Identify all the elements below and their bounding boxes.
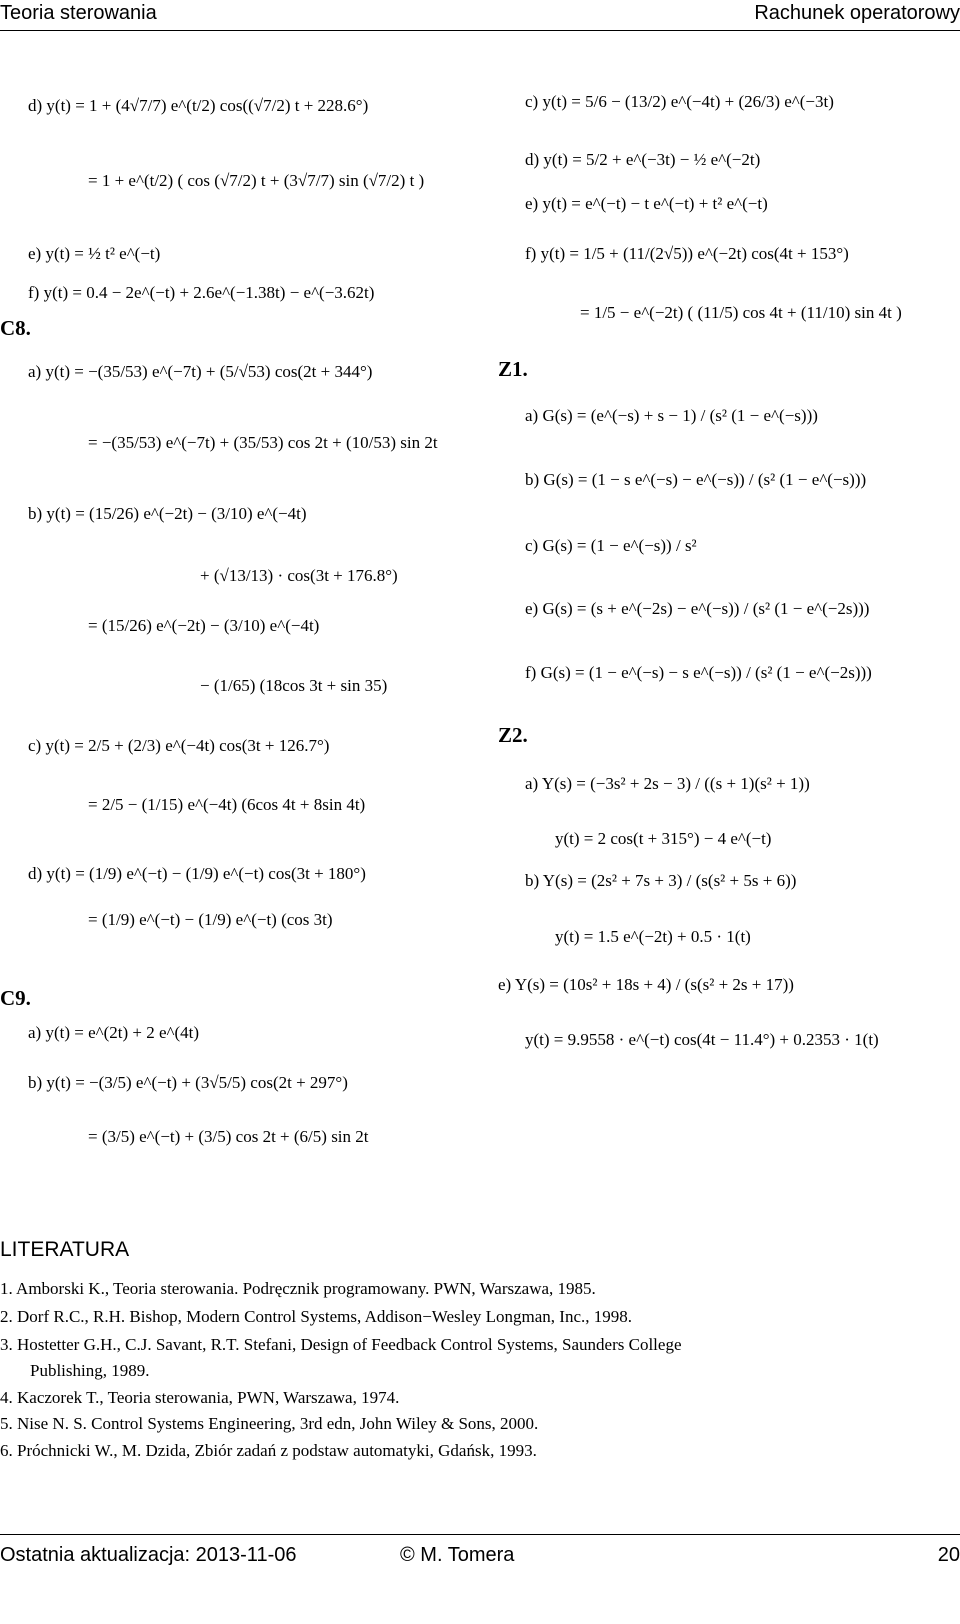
header-rule (0, 30, 960, 31)
equation-line: = 1 + e^(t/2) ( cos (√7/2) t + (3√7/7) sin (√7/2) t ) (88, 171, 425, 190)
equation-line: = (3/5) e^(−t) + (3/5) cos 2t + (6/5) sin 2t (88, 1127, 369, 1146)
equation-line: b) y(t) = (15/26) e^(−2t) − (3/10) e^(−4t) (28, 504, 307, 523)
reference-item: 3. Hostetter G.H., C.J. Savant, R.T. Stefani, Design of Feedback Control Systems, Saunders College (0, 1335, 682, 1354)
reference-item: 4. Kaczorek T., Teoria sterowania, PWN, Warszawa, 1974. (0, 1388, 400, 1407)
equation-line: a) y(t) = −(35/53) e^(−7t) + (5/√53) cos(2t + 344°) (28, 362, 373, 381)
equation-line: y(t) = 1.5 e^(−2t) + 0.5 · 1(t) (555, 927, 751, 946)
footer-right: 20 (937, 1544, 960, 1566)
equation-line: c) G(s) = (1 − e^(−s)) / s² (525, 536, 697, 555)
equation-line: d) y(t) = 1 + (4√7/7) e^(t/2) cos((√7/2) t + 228.6°) (28, 96, 369, 115)
equation-line: y(t) = 9.9558 · e^(−t) cos(4t − 11.4°) + 0.2353 · 1(t) (525, 1030, 879, 1049)
equation-line: = (1/9) e^(−t) − (1/9) e^(−t) (cos 3t) (88, 910, 333, 929)
reference-item: Publishing, 1989. (30, 1361, 150, 1380)
equation-line: d) y(t) = 5/2 + e^(−3t) − ½ e^(−2t) (525, 150, 761, 169)
equation-line: y(t) = 2 cos(t + 315°) − 4 e^(−t) (555, 829, 772, 848)
equation-line: e) Y(s) = (10s² + 18s + 4) / (s(s² + 2s + 17)) (498, 975, 794, 994)
equation-line: e) G(s) = (s + e^(−2s) − e^(−s)) / (s² (1 − e^(−2s))) (525, 599, 870, 618)
reference-item: 5. Nise N. S. Control Systems Engineering, 3rd edn, John Wiley & Sons, 2000. (0, 1414, 539, 1433)
equation-line: e) y(t) = e^(−t) − t e^(−t) + t² e^(−t) (525, 194, 768, 213)
equation-line: = −(35/53) e^(−7t) + (35/53) cos 2t + (10/53) sin 2t (88, 433, 438, 452)
equation-line: = 2/5 − (1/15) e^(−4t) (6cos 4t + 8sin 4t) (88, 795, 366, 814)
equation-line: f) y(t) = 1/5 + (11/(2√5)) e^(−2t) cos(4t + 153°) (525, 244, 849, 263)
equation-line: f) y(t) = 0.4 − 2e^(−t) + 2.6e^(−1.38t) − e^(−3.62t) (28, 283, 375, 302)
section-z1: Z1. (498, 357, 528, 381)
equation-line: = (15/26) e^(−2t) − (3/10) e^(−4t) (88, 616, 320, 635)
footer-left: Ostatnia aktualizacja: 2013-11-06 (0, 1544, 297, 1566)
footer-rule (0, 1534, 960, 1535)
reference-item: 1. Amborski K., Teoria sterowania. Podręcznik programowany. PWN, Warszawa, 1985. (0, 1279, 596, 1298)
equation-line: f) G(s) = (1 − e^(−s) − s e^(−s)) / (s² (1 − e^(−2s))) (525, 663, 872, 682)
footer-center: © M. Tomera (400, 1544, 515, 1566)
section-c8: C8. (0, 316, 31, 340)
header-right: Rachunek operatorowy (754, 2, 960, 24)
equation-line: = 1/5 − e^(−2t) ( (11/5) cos 4t + (11/10) sin 4t ) (580, 303, 902, 322)
equation-line: a) G(s) = (e^(−s) + s − 1) / (s² (1 − e^(−s))) (525, 406, 818, 425)
equation-line: b) G(s) = (1 − s e^(−s) − e^(−s)) / (s² (1 − e^(−s))) (525, 470, 867, 489)
equation-line: + (√13/13) · cos(3t + 176.8°) (200, 566, 398, 585)
equation-line: c) y(t) = 2/5 + (2/3) e^(−4t) cos(3t + 126.7°) (28, 736, 330, 755)
reference-item: 2. Dorf R.C., R.H. Bishop, Modern Control Systems, Addison−Wesley Longman, Inc., 1998. (0, 1307, 633, 1326)
equation-line: − (1/65) (18cos 3t + sin 35) (200, 676, 388, 695)
equation-line: a) y(t) = e^(2t) + 2 e^(4t) (28, 1023, 200, 1042)
literature-title: LITERATURA (0, 1238, 130, 1261)
equation-line: b) y(t) = −(3/5) e^(−t) + (3√5/5) cos(2t + 297°) (28, 1073, 348, 1092)
header-left: Teoria sterowania (0, 2, 157, 24)
equation-line: c) y(t) = 5/6 − (13/2) e^(−4t) + (26/3) e^(−3t) (525, 92, 834, 111)
reference-item: 6. Próchnicki W., M. Dzida, Zbiór zadań z podstaw automatyki, Gdańsk, 1993. (0, 1441, 537, 1460)
equation-line: d) y(t) = (1/9) e^(−t) − (1/9) e^(−t) cos(3t + 180°) (28, 864, 366, 883)
equation-line: a) Y(s) = (−3s² + 2s − 3) / ((s + 1)(s² + 1)) (525, 774, 810, 793)
section-z2: Z2. (498, 723, 528, 747)
equation-line: b) Y(s) = (2s² + 7s + 3) / (s(s² + 5s + 6)) (525, 871, 797, 890)
section-c9: C9. (0, 986, 31, 1010)
equation-line: e) y(t) = ½ t² e^(−t) (28, 244, 161, 263)
